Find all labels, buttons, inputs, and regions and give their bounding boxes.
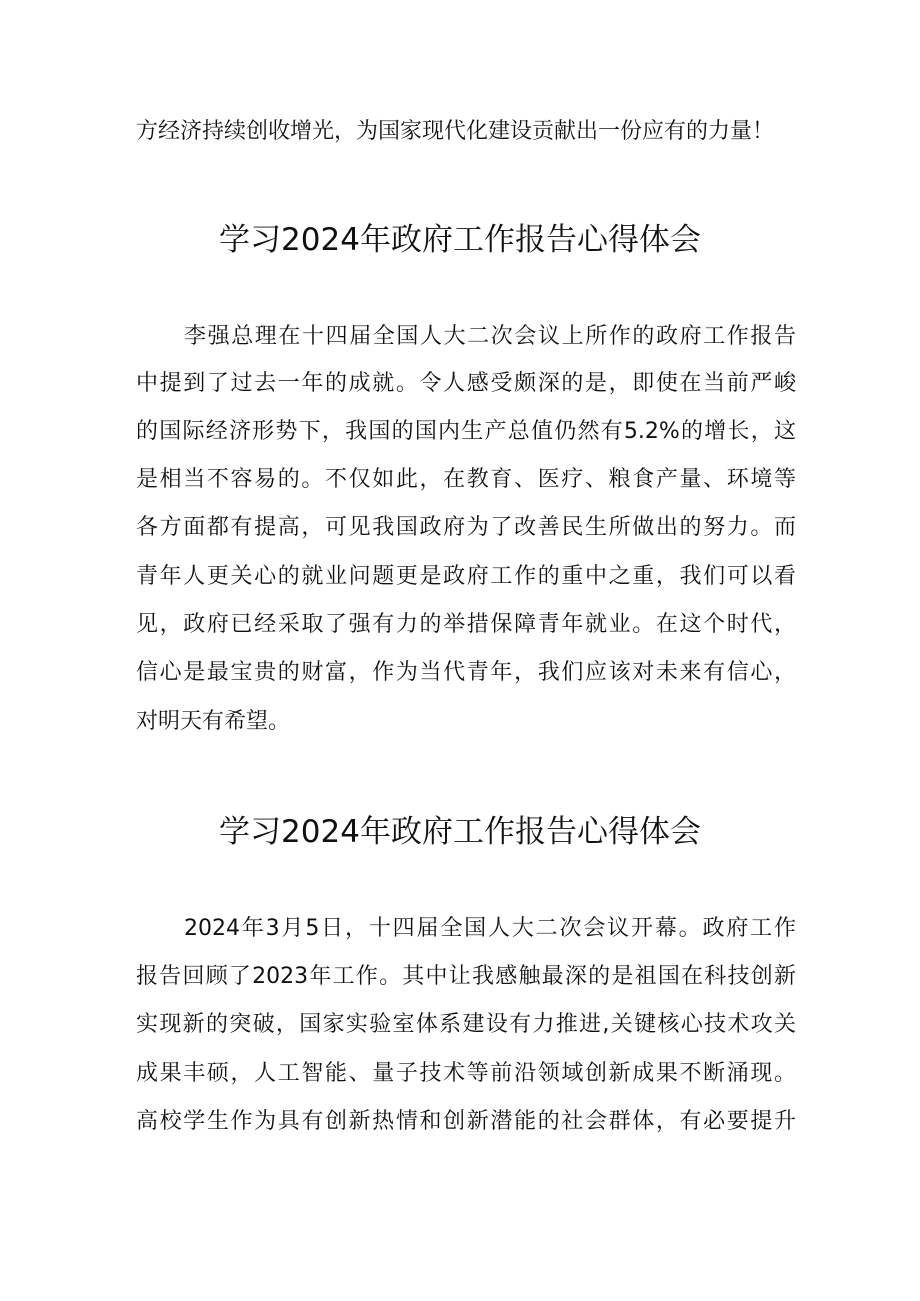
section-title-1: 学习2024年政府工作报告心得体会 — [219, 222, 701, 258]
paragraph-continuation: 方经济持续创收增光，为国家现代化建设贡献出一份应有的力量！ — [136, 119, 775, 144]
body-line: 李强总理在十四届全国人大二次会议上所作的政府工作报告 — [184, 324, 796, 349]
body-line: 2024年3月5日，十四届全国人大二次会议开幕。政府工作 — [184, 916, 796, 941]
body-line: 成果丰硕，人工智能、量子技术等前沿领域创新成果不断涌现。 — [136, 1061, 796, 1086]
body-line: 对明天有希望。 — [136, 709, 291, 734]
body-line: 各方面都有提高，可见我国政府为了改善民生所做出的努力。而 — [136, 515, 796, 540]
body-line: 是相当不容易的。不仅如此，在教育、医疗、粮食产量、环境等 — [136, 467, 796, 492]
body-line: 的国际经济形势下，我国的国内生产总值仍然有5.2%的增长，这 — [136, 419, 796, 444]
body-line: 报告回顾了2023年工作。其中让我感触最深的是祖国在科技创新 — [136, 964, 796, 989]
body-line: 见，政府已经采取了强有力的举措保障青年就业。在这个时代， — [136, 612, 796, 637]
body-line: 高校学生作为具有创新热情和创新潜能的社会群体，有必要提升 — [136, 1109, 796, 1134]
body-line: 中提到了过去一年的成就。令人感受颇深的是，即使在当前严峻 — [136, 371, 796, 396]
body-line: 实现新的突破，国家实验室体系建设有力推进,关键核心技术攻关 — [136, 1012, 796, 1037]
body-line: 青年人更关心的就业问题更是政府工作的重中之重，我们可以看 — [136, 564, 796, 589]
section-title-2: 学习2024年政府工作报告心得体会 — [219, 814, 701, 850]
body-line: 信心是最宝贵的财富，作为当代青年，我们应该对未来有信心， — [136, 660, 796, 685]
